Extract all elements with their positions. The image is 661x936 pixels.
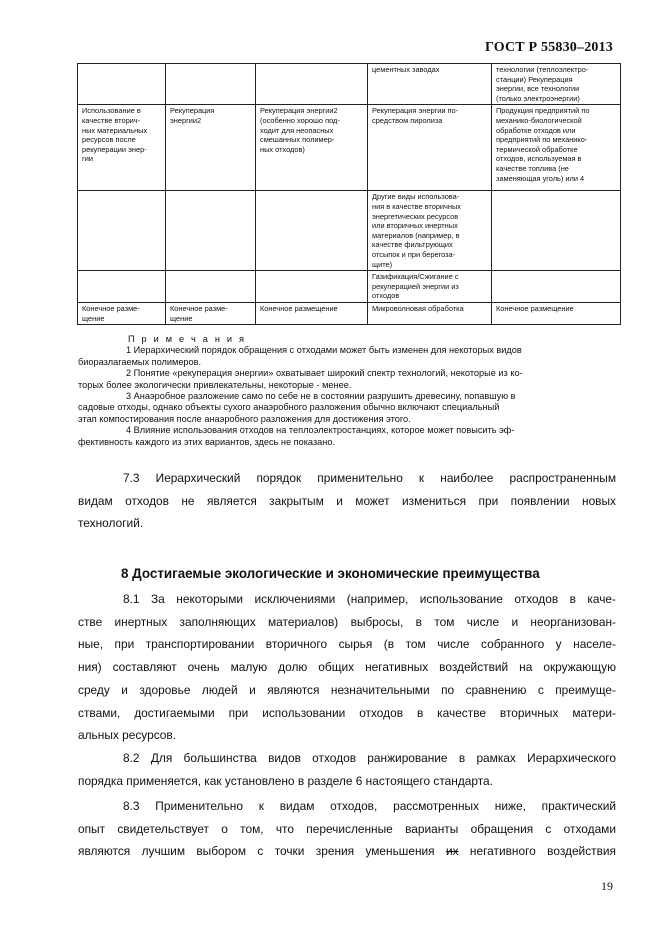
- cell-line: энергии2: [170, 115, 202, 125]
- cell-line: смешанных полимер-: [260, 135, 335, 145]
- table-cell: [492, 191, 621, 271]
- table-cell: [256, 105, 368, 191]
- paragraph-8-3: [78, 795, 616, 863]
- table-cell: [166, 105, 256, 191]
- p83-line: опыт свидетельствует о том, что перечисленные варианты обращения с отходами: [78, 821, 616, 836]
- cell-line: термической обработке: [496, 144, 578, 154]
- cell-line: гии: [82, 154, 93, 164]
- cell-line: отсыпок и при берегоза-: [372, 249, 456, 259]
- table-cell: [492, 105, 621, 191]
- table-cell: [78, 271, 166, 303]
- note-3: 3 Анаэробное разложение само по себе не в состоянии разрушить древесину, попавшую в: [126, 391, 516, 402]
- table-cell: [256, 191, 368, 271]
- paragraph-8-2: [78, 747, 616, 792]
- note-1-cont: биоразлагаемых полимеров.: [78, 356, 202, 367]
- p83-line: [78, 840, 616, 863]
- p81-line: среду и здоровье людей и являются незначительными по сравнению с преимуще-: [78, 682, 616, 697]
- page-number: 19: [601, 879, 613, 893]
- table-row: [78, 303, 621, 325]
- cell-line: Рекуперация: [170, 106, 215, 116]
- table-cell: [368, 64, 492, 105]
- note-3-cont2: этап компостирования после анаэробного разложения для достижения этого.: [78, 413, 411, 424]
- table-row: [78, 191, 621, 271]
- cell-line: средством пиролиза: [372, 115, 443, 125]
- cell-line: ния в качестве вторичных: [372, 201, 461, 211]
- cell-line: отходов: [372, 291, 400, 301]
- table-cell: [256, 64, 368, 105]
- cell-line: Конечное размещение: [260, 304, 338, 314]
- table-cell: [368, 271, 492, 303]
- cell-line: энергии, все технологии: [496, 84, 580, 94]
- cell-line: щите): [372, 259, 393, 269]
- note-4: 4 Влияние использования отходов на теплоэлектростанциях, которое может повысить эф-: [126, 425, 515, 436]
- cell-line: материалов (например, в: [372, 230, 460, 240]
- table-cell: [166, 303, 256, 325]
- note-2: 2 Понятие «рекуперация энергии» охватывает широкий спектр технологий, некоторые из ко-: [126, 368, 523, 379]
- note-1: 1 Иерархический порядок обращения с отходами может быть изменен для некоторых видов: [126, 345, 522, 356]
- table-row: [78, 105, 621, 191]
- table-cell: [78, 64, 166, 105]
- cell-line: Другие виды использова-: [372, 192, 460, 202]
- p73-line: технологий.: [78, 516, 144, 531]
- p82-line: 8.2 Для большинства видов отходов ранжирование в рамках Иерархического: [123, 751, 616, 765]
- table-cell: [78, 303, 166, 325]
- table-cell: [492, 64, 621, 105]
- cell-line: Рекуперация энергии2: [260, 106, 338, 116]
- cell-line: ресурсов после: [82, 135, 136, 145]
- table-cell: [368, 191, 492, 271]
- hierarchy-table: [77, 63, 621, 325]
- paragraph-7-3: [78, 467, 616, 535]
- cell-line: технологии (теплоэлектро-: [496, 65, 589, 74]
- note-2-cont: торых более экологически привлекательны, некоторые - менее.: [78, 379, 352, 390]
- cell-line: или вторичных инертных: [372, 221, 458, 231]
- table-cell: [166, 64, 256, 105]
- cell-line: щение: [170, 313, 193, 323]
- p81-line: ствами, достигаемыми при использовании отходов в качестве вторичных матери-: [78, 705, 616, 720]
- cell-line: ных материальных: [82, 125, 148, 135]
- cell-line: ходит для неопасных: [260, 125, 334, 135]
- cell-line: качестве топлива (не: [496, 163, 569, 173]
- cell-line: Рекуперация энергии по-: [372, 106, 459, 116]
- cell-line: рекуперацией энергии из: [372, 281, 459, 291]
- note-4-cont: фективность каждого из этих вариантов, здесь не показано.: [78, 436, 335, 447]
- table-cell: [492, 271, 621, 303]
- table-cell: [78, 105, 166, 191]
- p81-line: ные, при транспортировании вторичного сырья (в том числе собранного у населе-: [78, 637, 616, 652]
- p83-text: негативного воздействия: [458, 844, 616, 859]
- cell-line: Газификация/Сжигание с: [372, 272, 459, 282]
- cell-line: качестве вторич-: [82, 115, 141, 125]
- p81-line: ния) составляют очень малую долю общих негативных воздействий на окружающую: [78, 660, 616, 675]
- cell-line: Конечное разме-: [82, 304, 140, 314]
- cell-line: щение: [82, 313, 105, 323]
- table-cell: [368, 105, 492, 191]
- p73-line: видам отходов не является закрытым и может измениться при появлении новых: [78, 493, 616, 508]
- cell-line: качестве фильтрующих: [372, 240, 453, 250]
- p82-line: порядка применяется, как установлено в разделе 6 настоящего стандарта.: [78, 773, 493, 788]
- cell-line: Использование в: [82, 106, 141, 116]
- cell-line: Конечное размещение: [496, 304, 574, 314]
- cell-line: предприятий по механико-: [496, 135, 588, 145]
- p83-line: 8.3 Применительно к видам отходов, рассмотренных ниже, практический: [123, 799, 616, 813]
- table-cell: [492, 303, 621, 325]
- table-cell: [166, 271, 256, 303]
- cell-line: отходов, используемая в: [496, 154, 582, 164]
- p83-text: являются лучшим выбором с точки зрения уменьшения: [78, 844, 446, 859]
- document-id: ГОСТ Р 55830–2013: [484, 40, 613, 55]
- struck-word: их: [445, 844, 459, 859]
- p81-line: 8.1 За некоторыми исключениями (например, использование отходов в каче-: [123, 592, 616, 606]
- cell-line: рекуперации энер-: [82, 144, 147, 154]
- paragraph-8-1: [78, 588, 616, 747]
- notes-title: П р и м е ч а н и я: [128, 334, 247, 344]
- cell-line: механико-биологической: [496, 115, 582, 125]
- table-row: [78, 64, 621, 105]
- p81-line: стве инертных заполняющих материалов) выбросы, в том числе и неорганизован-: [78, 614, 616, 629]
- cell-line: Микроволновая обработка: [372, 304, 464, 314]
- cell-line: Продукция предприятий по: [496, 106, 590, 116]
- p81-line: альных ресурсов.: [78, 728, 177, 743]
- table-row: [78, 271, 621, 303]
- cell-line: (особенно хорошо под-: [260, 115, 340, 125]
- cell-line: энергетических ресурсов: [372, 211, 459, 221]
- table-cell: [256, 271, 368, 303]
- cell-line: ных отходов): [260, 144, 305, 154]
- cell-line: цементных заводах: [372, 65, 440, 74]
- cell-line: заменяющая уголь) или 4: [496, 173, 585, 183]
- p73-line: 7.3 Иерархический порядок применительно к наиболее распространенным: [123, 471, 616, 485]
- table-cell: [256, 303, 368, 325]
- section-8-heading: 8 Достигаемые экологические и экономические преимущества: [121, 566, 540, 581]
- cell-line: (только электроэнергии): [496, 93, 580, 103]
- cell-line: Конечное разме-: [170, 304, 228, 314]
- table-cell: [78, 191, 166, 271]
- table-cell: [166, 191, 256, 271]
- cell-line: обработке отходов или: [496, 125, 576, 135]
- cell-line: станции) Рекуперация: [496, 74, 573, 84]
- note-3-cont: садовые отходы, однако объекты сухого анаэробного разложения обычно включают специальный: [78, 402, 500, 413]
- table-cell: [368, 303, 492, 325]
- notes-block: [78, 334, 618, 448]
